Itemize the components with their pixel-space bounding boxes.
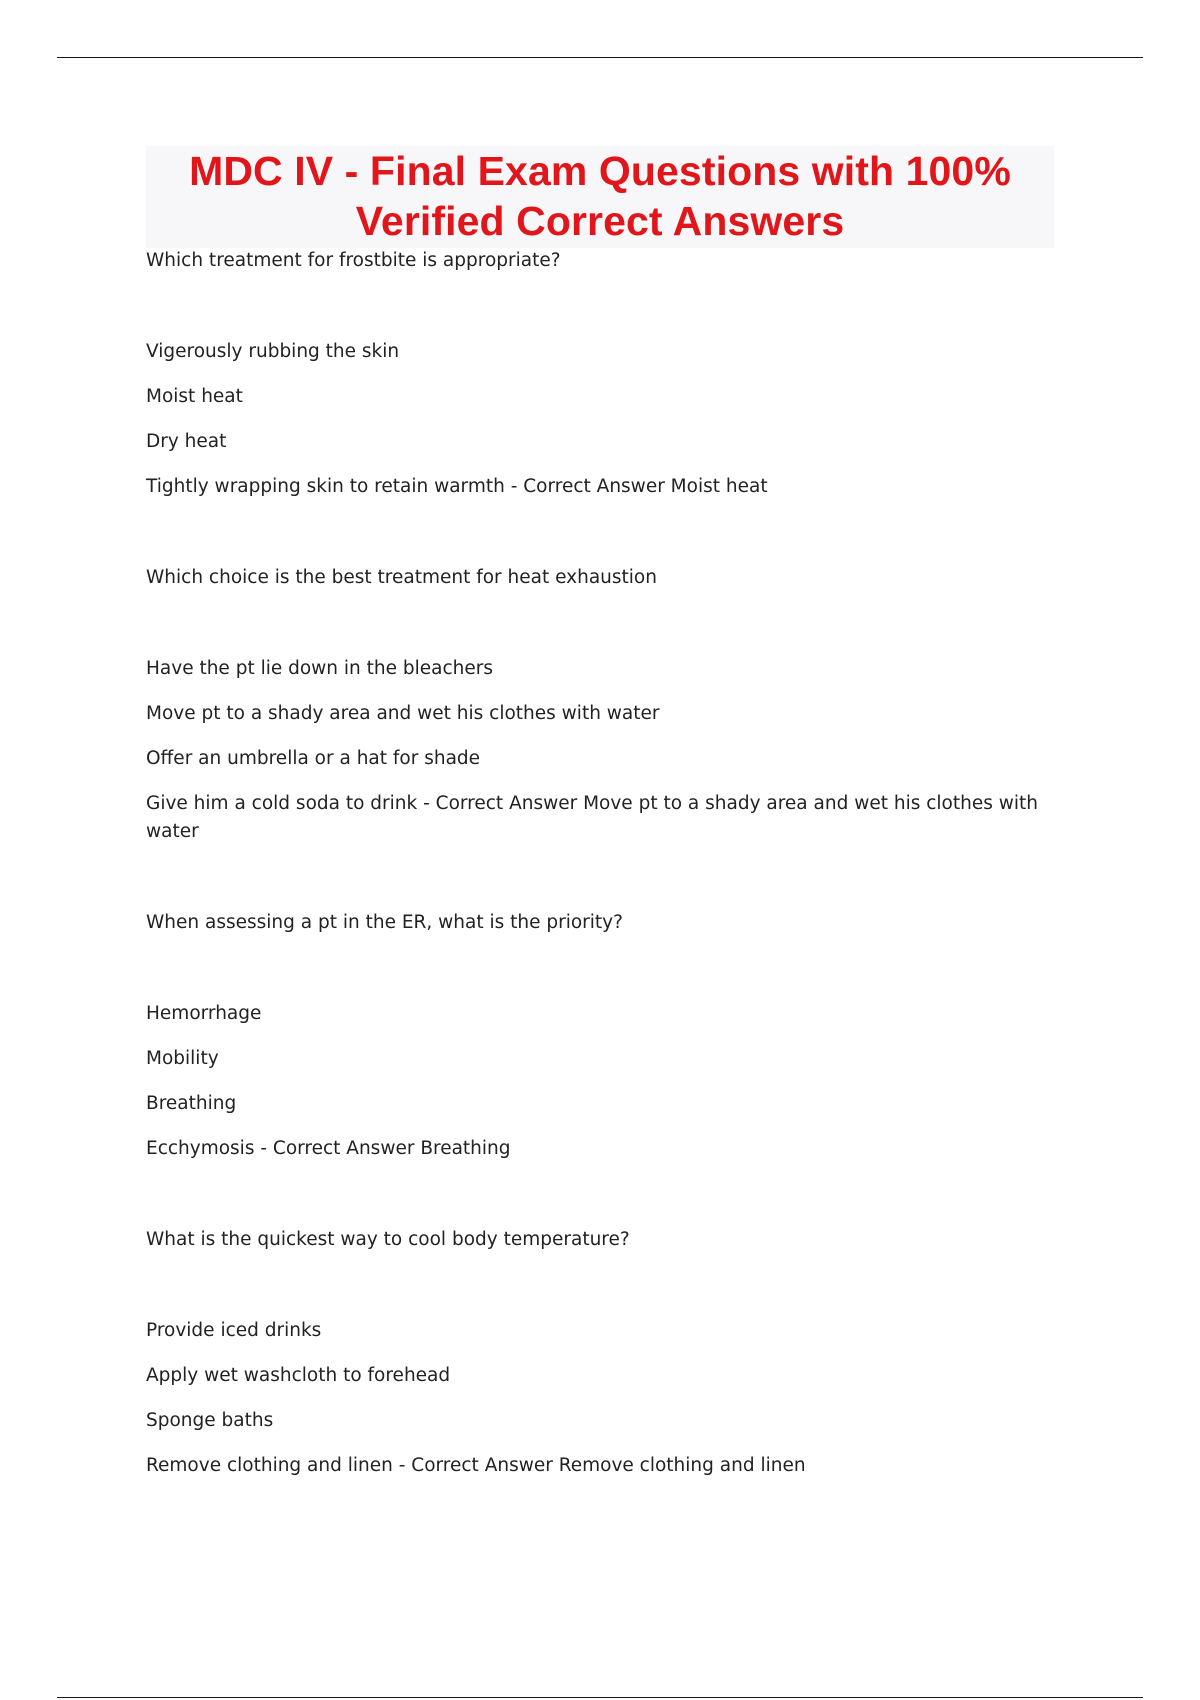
- answer-option: Breathing: [146, 1093, 237, 1114]
- answer-option-with-correct-answer: Remove clothing and linen - Correct Answer Remove clothing and linen: [146, 1455, 806, 1476]
- answer-option-with-correct-answer: Tightly wrapping skin to retain warmth - Correct Answer Moist heat: [146, 476, 768, 497]
- answer-option-with-correct-answer: Ecchymosis - Correct Answer Breathing: [146, 1138, 511, 1159]
- footer-rule: [57, 1697, 1143, 1698]
- answer-option: Mobility: [146, 1048, 219, 1069]
- question-block-1: [146, 247, 1046, 501]
- answer-option: Sponge baths: [146, 1410, 274, 1431]
- question-block-3: [146, 909, 1046, 1163]
- document-title: MDC IV - Final Exam Questions with 100% Verified Correct Answers: [189, 148, 1011, 244]
- answer-option: Apply wet washcloth to forehead: [146, 1365, 451, 1386]
- answer-option: Hemorrhage: [146, 1003, 262, 1024]
- answer-option: Have the pt lie down in the bleachers: [146, 658, 494, 679]
- question-block-2: [146, 564, 1046, 846]
- answer-option: Move pt to a shady area and wet his clothes with water: [146, 703, 660, 724]
- document-body: [146, 247, 1046, 1543]
- header-rule: [57, 57, 1143, 58]
- question-text: What is the quickest way to cool body temperature?: [146, 1229, 630, 1250]
- question-block-4: [146, 1226, 1046, 1480]
- answer-option: Vigerously rubbing the skin: [146, 341, 400, 362]
- answer-option: Provide iced drinks: [146, 1320, 322, 1341]
- answer-option-with-correct-answer: Give him a cold soda to drink - Correct Answer Move pt to a shady area and wet his clothes with water: [146, 793, 1039, 842]
- answer-option: Offer an umbrella or a hat for shade: [146, 748, 481, 769]
- question-text: Which treatment for frostbite is appropriate?: [146, 250, 561, 271]
- question-text: Which choice is the best treatment for heat exhaustion: [146, 567, 657, 588]
- answer-option: Dry heat: [146, 431, 227, 452]
- answer-option: Moist heat: [146, 386, 243, 407]
- question-text: When assessing a pt in the ER, what is the priority?: [146, 912, 623, 933]
- title-banner: [146, 146, 1054, 248]
